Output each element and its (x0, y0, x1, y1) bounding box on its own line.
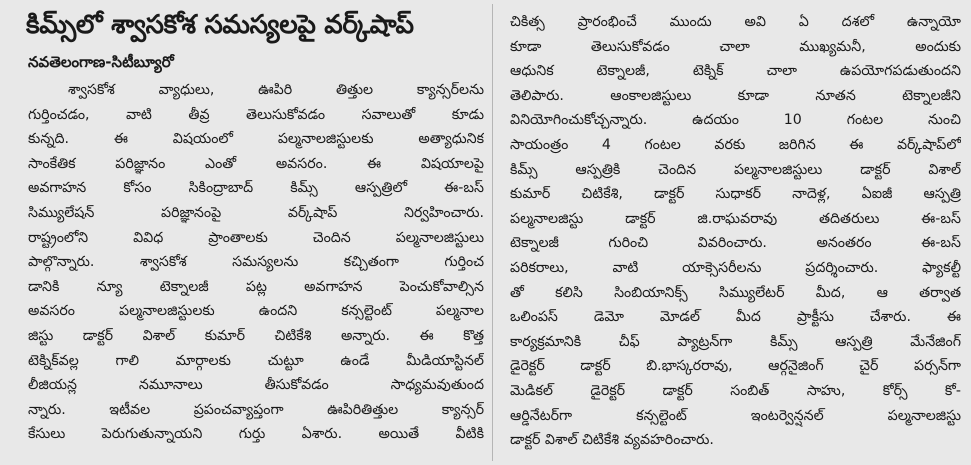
right-line: పల్మనాలజిస్టు డాక్టర్ జి.రాఘవరావు తదితరులు ఈ-బస్ (510, 210, 961, 227)
right-line: తెలిపారు. ఆంకాలజిస్టులు కూడా నూతన టెక్నాలజీని (510, 87, 961, 104)
left-line: గుర్తించడం, వాటి తీవ్ర తెలుసుకోవడం సవాలుతో కూడు (28, 106, 484, 123)
right-line: వినియోగించుకోచ్చన్నారు. ఉదయం 10 గంటల నుంచి (510, 112, 961, 129)
right-line: సాయంత్రం 4 గంటల వరకు జరిగిన ఈ వర్క్‌షాప్‌లో (510, 136, 961, 153)
right-line: డాక్టర్ విశాల్ చిటికేశి వ్యవహరించారు. (510, 432, 714, 449)
left-line: డానికి న్యూ టెక్నాలజీ పట్ల అవగాహన పెంచుకోవాల్సిన (28, 278, 484, 295)
left-line: సాంకేతిక పరిజ్ఞానం ఎంతో అవసరం. ఈ విషయాలపై (28, 155, 484, 172)
left-line: శ్వాసకోశ వ్యాధులు, ఊపిరి తిత్తుల క్యాన్సర్‌లను (68, 82, 484, 98)
right-line: తో కలిసి సింబియానిక్స్ సిమ్యులేటర్ మీద, ఆ తర్వాత (510, 284, 961, 301)
left-line: కున్నది. ఈ విషయంలో పల్మనాలజిస్టులకు అత్యాధునిక (28, 131, 484, 148)
left-line: లీజియన్ల నమూనాలు తీసుకోవడం సాధ్యమవుతుంద (28, 377, 484, 394)
right-line: కుమార్ చిటికేశి, డాక్టర్ సుధాకర్ నాదెళ్ల, ఏఐజీ ఆస్పత్రి (510, 186, 961, 203)
right-line: ఆధునిక టెక్నాలజీ, టెక్నిక్ చాలా ఉపయోగపడుతుందని (510, 63, 961, 80)
left-line: అవసరం పల్మనాలజిస్టులకు ఉందని కన్సల్టెంట్ పల్మనాల (28, 303, 484, 320)
left-body (28, 78, 484, 447)
left-line: కేసులు పెరుగుతున్నాయని గుర్తు ఏశారు. అయితే వీటికి (28, 426, 484, 443)
left-line: అవగాహన కోసం సికింద్రాబాద్ కిమ్స్ ఆస్పత్రిలో ఈ-బస్ (28, 180, 484, 197)
right-column (496, 0, 971, 465)
right-line: చికిత్స ప్రారంభించే ముందు అవి ఏ దశలో ఉన్నాయో (510, 14, 961, 30)
right-line: టెక్నాలజీ గురించి వివరించారు. అనంతరం ఈ-బస్ (510, 235, 961, 252)
column-divider (492, 4, 493, 461)
right-line: కార్యక్రమానికి చీఫ్ ప్యాట్రన్‌గా కిమ్స్ ఆస్పత్రి మేనేజింగ్ (510, 333, 961, 350)
right-line: పరికరాలు, వాటి యాక్సెసరీలను ప్రదర్శించారు. ఫ్యాకల్టీ (510, 259, 961, 276)
right-line: మెడికల్ డైరెక్టర్ డాక్టర్ సంబిత్ సాహు, కోర్స్ కో- (510, 382, 961, 399)
right-line: ఒలింపస్ డెమో మోడల్ మీద ప్రాక్టీసు చేశారు. ఈ (510, 309, 961, 326)
left-line: టెక్నిక్‌వల్ల గాలి మార్గాలకు చుట్టూ ఉండే మీడియాస్టినల్ (28, 352, 484, 369)
right-line: కిమ్స్ ఆస్పత్రికి చెందిన పల్మనాలజిస్టులు డాక్టర్ విశాల్ (510, 161, 961, 178)
right-line: ఆర్డినేటర్‌గా కన్సల్టెంట్ ఇంటర్వెన్షనల్ పల్మనాలజిస్టు (510, 407, 961, 424)
headline: కిమ్స్‌లో శ్వాసకోశ సమస్యలపై వర్క్‌షాప్ (26, 10, 414, 40)
left-line: జిస్టు డాక్టర్ విశాల్ కుమార్ చిటికేశి అన్నారు. ఈ కొత్త (28, 327, 484, 344)
byline: నవతెలంగాణ-సిటీబ్యూరో (28, 53, 174, 71)
left-line: రాష్ట్రంలోని వివిధ ప్రాంతాలకు చెందిన పల్మనాలజిస్టులు (28, 229, 484, 246)
left-line: సిమ్యులేషన్ పరిజ్ఞానంపై వర్క్‌షాప్ నిర్వహించారు. (28, 204, 484, 221)
right-line: కూడా తెలుసుకోవడం చాలా ముఖ్యమనీ, అందుకు (510, 38, 961, 55)
right-line: డైరెక్టర్ డాక్టర్ బి.భాస్కరరావు, ఆర్గనైజింగ్ చైర్ పర్సన్‌గా (510, 358, 961, 375)
left-line: పాల్గొన్నారు. శ్వాసకోశ సమస్యలను కచ్చితంగా గుర్తించ (28, 254, 484, 271)
left-line: న్నారు. ఇటీవల ప్రపంచవ్యాప్తంగా ఊపిరితిత్తుల క్యాన్సర్ (28, 401, 484, 418)
